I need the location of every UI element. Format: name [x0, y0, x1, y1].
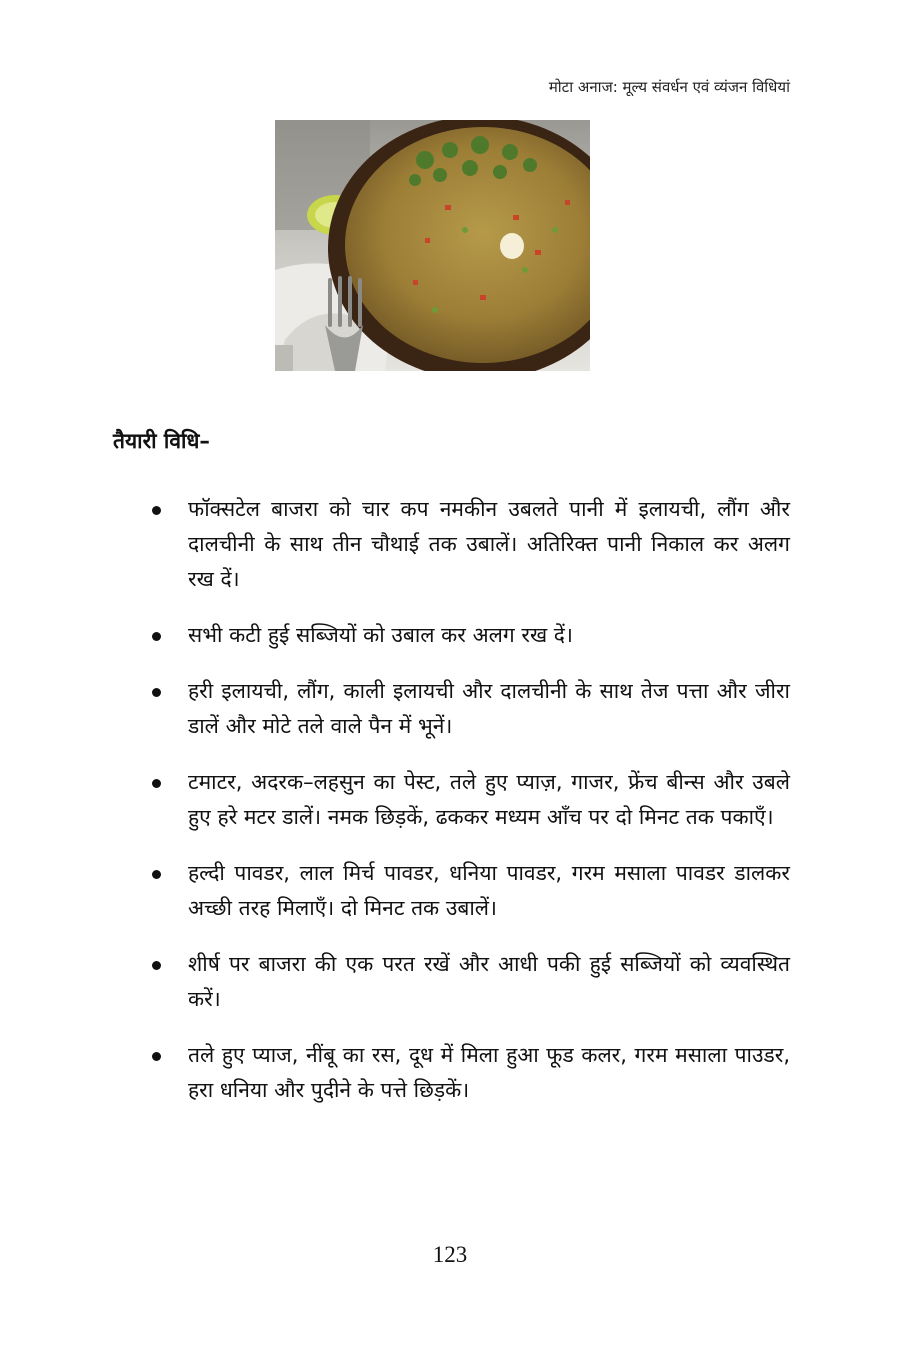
- bullet-icon: [152, 961, 161, 970]
- step-text: तले हुए प्याज, नींबू का रस, दूध में मिला हुआ फूड कलर, गरम मसाला पाउडर, हरा धनिया और पुदीने के पत्ते छिड़कें।: [188, 1043, 790, 1102]
- step-text: टमाटर, अदरक–लहसुन का पेस्ट, तले हुए प्याज़, गाजर, फ्रेंच बीन्स और उबले हुए हरे मटर डालें। नमक छिड़कें, ढककर मध्यम आँच पर दो मिनट तक पकाएँ।: [188, 770, 790, 829]
- bullet-icon: [152, 688, 161, 697]
- list-item: [150, 618, 790, 653]
- list-item: [150, 765, 790, 835]
- step-text: फॉक्सटेल बाजरा को चार कप नमकीन उबलते पानी में इलायची, लौंग और दालचीनी के साथ तीन चौथाई तक उबालें। अतिरिक्त पानी निकाल कर अलग रख दें।: [188, 497, 790, 591]
- page-number: 123: [432, 1242, 468, 1267]
- bullet-icon: [152, 632, 161, 641]
- step-text: हरी इलायची, लौंग, काली इलायची और दालचीनी के साथ तेज पत्ता और जीरा डालें और मोटे तले वाले पैन में भूनें।: [188, 679, 790, 738]
- list-item: [150, 492, 790, 597]
- bullet-icon: [152, 1052, 161, 1061]
- list-item: [150, 856, 790, 926]
- section-heading: तैयारी विधि–: [113, 429, 210, 453]
- running-header: मोटा अनाज: मूल्य संवर्धन एवं व्यंजन विधियां: [548, 78, 790, 96]
- step-text: हल्दी पावडर, लाल मिर्च पावडर, धनिया पावडर, गरम मसाला पावडर डालकर अच्छी तरह मिलाएँ। दो मिनट तक उबालें।: [188, 861, 790, 920]
- list-item: [150, 674, 790, 744]
- list-item: [150, 947, 790, 1017]
- bullet-icon: [152, 779, 161, 788]
- step-text: शीर्ष पर बाजरा की एक परत रखें और आधी पकी हुई सब्जियों को व्यवस्थित करें।: [188, 952, 790, 1011]
- list-item: [150, 1038, 790, 1108]
- millet-pulao-photo: [275, 120, 590, 371]
- preparation-steps-list: [150, 492, 790, 1108]
- step-text: सभी कटी हुई सब्जियों को उबाल कर अलग रख दें।: [188, 623, 573, 647]
- bullet-icon: [152, 870, 161, 879]
- bullet-icon: [152, 506, 161, 515]
